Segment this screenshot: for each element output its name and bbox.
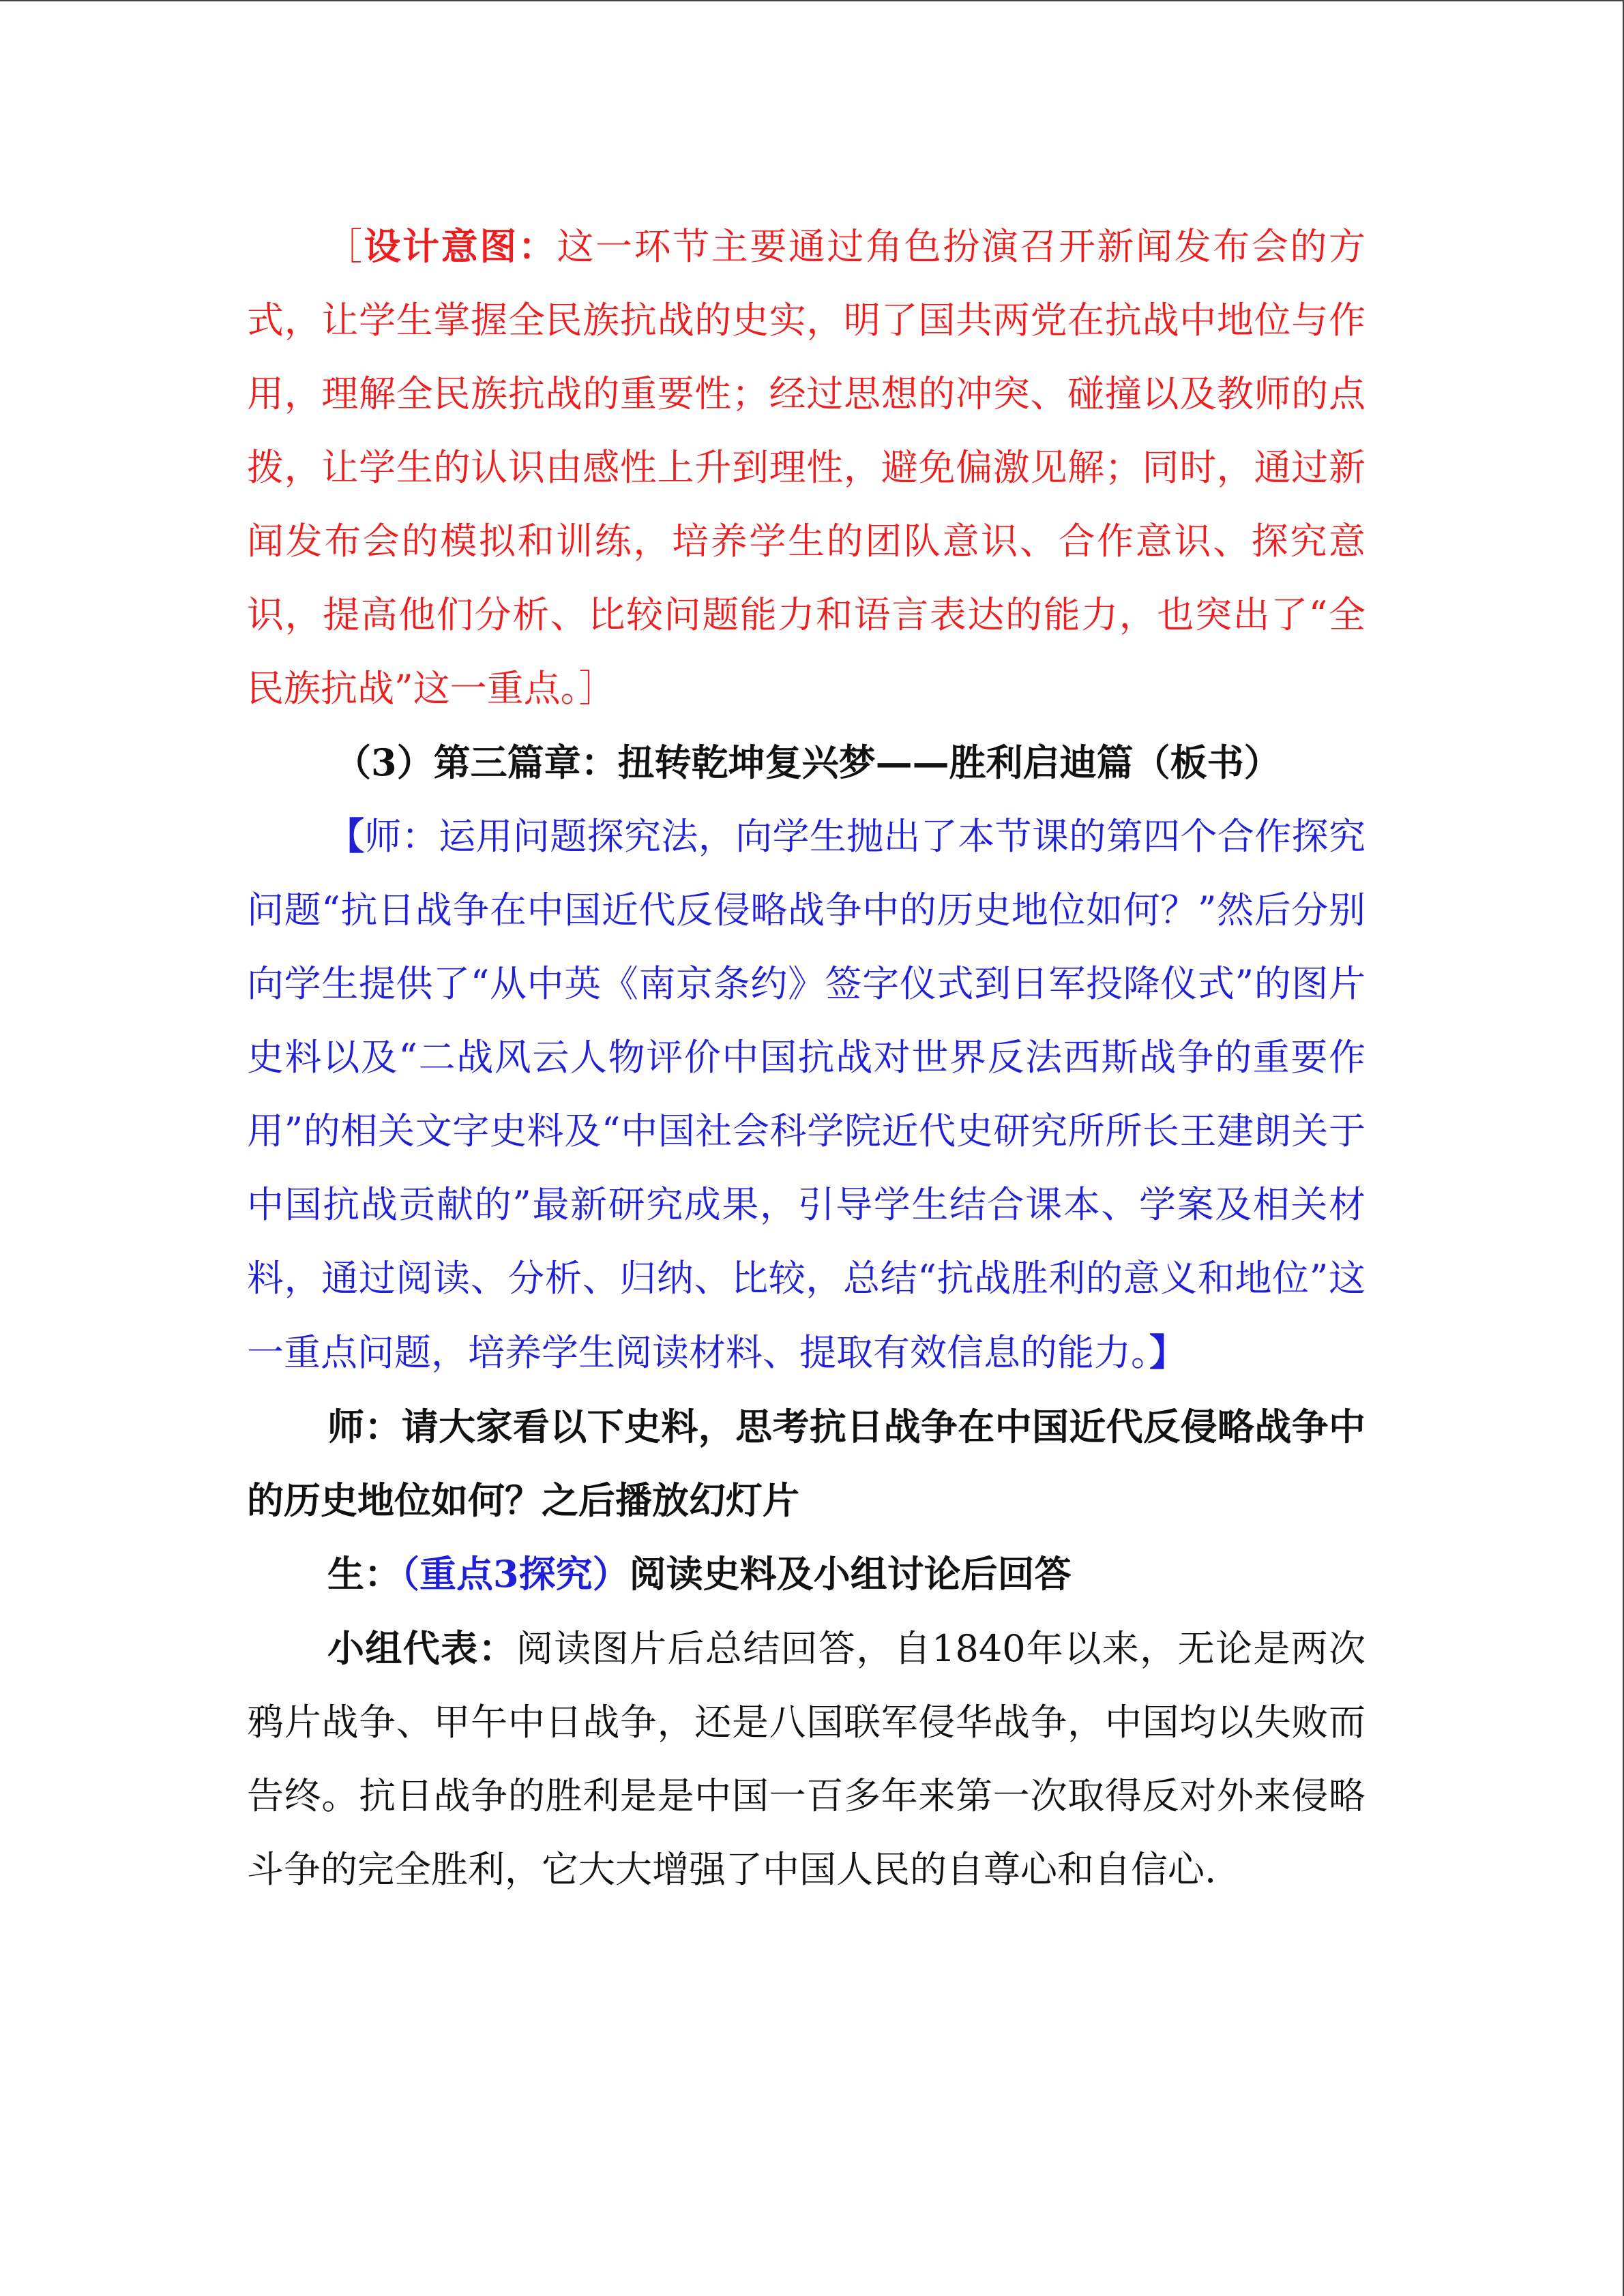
group-rep-text: 阅读图片后总结回答，自1840年以来，无论是两次鸦片战争、甲午中日战争，还是八国联军侵华战争，中国均以失败而告终。抗日战争的胜利是是中国一百多年来第一次取得反对外来侵略斗争的完全胜利，它大大增强了中国人民的自尊心和自信心. <box>247 1627 1365 1891</box>
student-line <box>247 1537 1365 1611</box>
teacher-note-close-bracket: 】 <box>1149 1330 1186 1374</box>
teacher-line: 师：请大家看以下史料，思考抗日战争在中国近代反侵略战争中的历史地位如何？之后播放幻灯片 <box>247 1405 1365 1522</box>
group-rep-label: 小组代表： <box>327 1626 516 1670</box>
teacher-note-paragraph <box>247 799 1365 1390</box>
student-label: 生： <box>327 1552 401 1596</box>
student-text: 阅读史料及小组讨论后回答 <box>629 1552 1072 1596</box>
design-intent-paragraph <box>247 209 1365 726</box>
group-rep-paragraph <box>247 1611 1365 1907</box>
design-intent-label: 设计意图： <box>364 224 557 268</box>
design-intent-text: 这一环节主要通过角色扮演召开新闻发布会的方式，让学生掌握全民族抗战的史实，明了国共两党在抗战中地位与作用，理解全民族抗战的重要性；经过思想的冲突、碰撞以及教师的点拨，让学生的认识由感性上升到理性，避免偏激见解；同时，通过新闻发布会的模拟和训练，培养学生的团队意识、合作意识、探究意识，提高他们分析、比较问题能力和语言表达的能力，也突出了“全民族抗战”这一重点。］ <box>247 225 1366 710</box>
teacher-note-text: 师：运用问题探究法，向学生抛出了本节课的第四个合作探究问题“抗日战争在中国近代反侵略战争中的历史地位如何？”然后分别向学生提供了“从中英《南京条约》签字仪式到日军投降仪式”的图片史料以及“二战风云人物评价中国抗战对世界反法西斯战争的重要作用”的相关文字史料及“中国社会科学院近代史研究所所长王建朗关于中国抗战贡献的”最新研究成果，引导学生结合课本、学案及相关材料，通过阅读、分析、归纳、比较，总结“抗战胜利的意义和地位”这一重点问题，培养学生阅读材料、提取有效信息的能力。 <box>247 815 1366 1374</box>
design-intent-open-bracket: ［ <box>325 225 364 268</box>
teacher-note-open-bracket: 【 <box>327 814 365 858</box>
document-body <box>247 209 1365 1907</box>
student-focus-tag: （重点3探究） <box>401 1552 630 1596</box>
chapter-heading: （3）第三篇章：扭转乾坤复兴梦——胜利启迪篇（板书） <box>334 741 1281 784</box>
